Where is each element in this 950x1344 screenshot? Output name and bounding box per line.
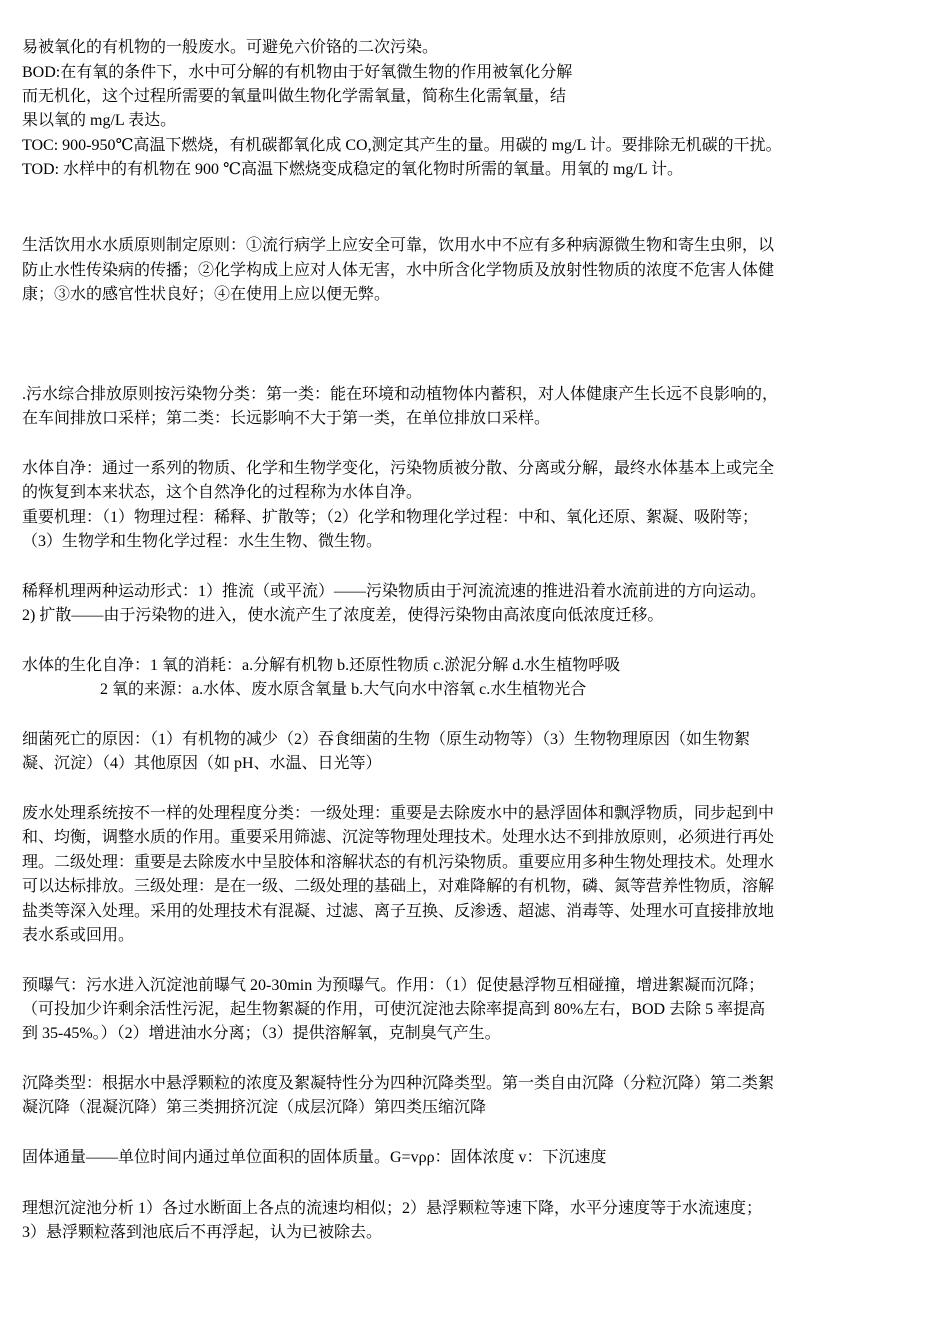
text-line: 固体通量——单位时间内通过单位面积的固体质量。G=vρρ：固体浓度 v：下沉速度 (22, 1149, 607, 1166)
text-line: 2) 扩散——由于污染物的进入，使水流产生了浓度差，使得污染物由高浓度向低浓度迁移。 (22, 607, 664, 624)
text-line: 水体的生化自净：1 氧的消耗：a.分解有机物 b.还原性物质 c.淤泥分解 d.水生植物呼吸 (22, 657, 621, 674)
text-line: TOD: 水样中的有机物在 900 ℃高温下燃烧变成稳定的氧化物时所需的氧量。用氧的 mg/L 计。 (22, 161, 684, 178)
text-line: 凝、沉淀）（4）其他原因（如 pH、水温、日光等） (22, 755, 382, 772)
text-line: 沉降类型：根据水中悬浮颗粒的浓度及絮凝特性分为四种沉降类型。第一类自由沉降（分粒沉降）第二类絮 (22, 1075, 775, 1092)
text-line: 果以氧的 mg/L 表达。 (22, 112, 177, 129)
text-line: TOC: 900-950℃高温下燃烧，有机碳都氧化成 CO,测定其产生的量。用碳的 mg/L 计。要排除无机碳的干扰。 (22, 137, 782, 154)
text-line: 废水处理系统按不一样的处理程度分类：一级处理：重要是去除废水中的悬浮固体和飘浮物质，同步起到中 (22, 805, 775, 822)
text-line: 康；③水的感官性状良好；④在使用上应以便无弊。 (22, 286, 391, 303)
text-line: 细菌死亡的原因：（1）有机物的减少（2）吞食细菌的生物（原生动物等）（3）生物物理原因（如生物絮 (22, 731, 751, 748)
text-line: .污水综合排放原则按污染物分类：第一类：能在环境和动植物体内蓄积，对人体健康产生长远不良影响的， (22, 386, 779, 403)
text-line: 到 35-45%。）（2）增进油水分离；（3）提供溶解氧，克制臭气产生。 (22, 1025, 501, 1042)
text-line: 而无机化，这个过程所需要的氧量叫做生物化学需氧量，简称生化需氧量，结 (22, 88, 567, 105)
text-line: 预曝气：污水进入沉淀池前曝气 20-30min 为预曝气。作用：（1）促使悬浮物互相碰撞，增进絮凝而沉降； (22, 977, 765, 994)
text-line: 表水系或回用。 (22, 927, 135, 944)
text-line: 和、均衡，调整水质的作用。重要采用筛滤、沉淀等物理处理技术。处理水达不到排放原则，必须进行再处 (22, 829, 775, 846)
text-line: 理。二级处理：重要是去除废水中呈胶体和溶解状态的有机污染物质。重要应用多种生物处理技术。处理水 (22, 854, 775, 871)
text-line: （3）生物学和生物化学过程：水生生物、微生物。 (22, 533, 383, 550)
text-line: 可以达标排放。三级处理：是在一级、二级处理的基础上，对难降解的有机物，磷、氮等营养性物质，溶解 (22, 878, 775, 895)
text-line: （可投加少许剩余活性污泥，起生物絮凝的作用，可使沉淀池去除率提高到 80%左右，BOD 去除 5 率提高 (22, 1001, 766, 1018)
text-line: 2 氧的来源：a.水体、废水原含氧量 b.大气向水中溶氧 c.水生植物光合 (100, 681, 587, 698)
text-line: 凝沉降（混凝沉降）第三类拥挤沉淀（成层沉降）第四类压缩沉降 (22, 1099, 487, 1116)
text-line: 盐类等深入处理。采用的处理技术有混凝、过滤、离子互换、反渗透、超滤、消毒等、处理水可直接排放地 (22, 903, 775, 920)
text-line: 生活饮用水水质原则制定原则：①流行病学上应安全可靠，饮用水中不应有多种病源微生物和寄生虫卵，以 (22, 237, 775, 254)
text-line: 水体自净：通过一系列的物质、化学和生物学变化，污染物质被分散、分离或分解，最终水体基本上或完全 (22, 460, 775, 477)
text-line: 重要机理：（1）物理过程：稀释、扩散等；（2）化学和物理化学过程：中和、氧化还原、絮凝、吸附等； (22, 509, 759, 526)
text-line: 3）悬浮颗粒落到池底后不再浮起，认为已被除去。 (22, 1224, 383, 1241)
text-line: BOD:在有氧的条件下，水中可分解的有机物由于好氧微生物的作用被氧化分解 (22, 64, 573, 81)
text-line: 理想沉淀池分析 1）各过水断面上各点的流速均相似；2）悬浮颗粒等速下降，水平分速度等于水流速度； (22, 1200, 763, 1217)
text-line: 的恢复到本来状态，这个自然净化的过程称为水体自净。 (22, 484, 423, 501)
text-line: 在车间排放口采样；第二类：长远影响不大于第一类，在单位排放口采样。 (22, 410, 551, 427)
text-line: 易被氧化的有机物的一般废水。可避免六价铬的二次污染。 (22, 39, 439, 56)
text-line: 稀释机理两种运动形式：1）推流（或平流）——污染物质由于河流流速的推进沿着水流前进的方向运动。 (22, 583, 767, 600)
text-line: 防止水性传染病的传播；②化学构成上应对人体无害，水中所含化学物质及放射性物质的浓度不危害人体健 (22, 262, 775, 279)
